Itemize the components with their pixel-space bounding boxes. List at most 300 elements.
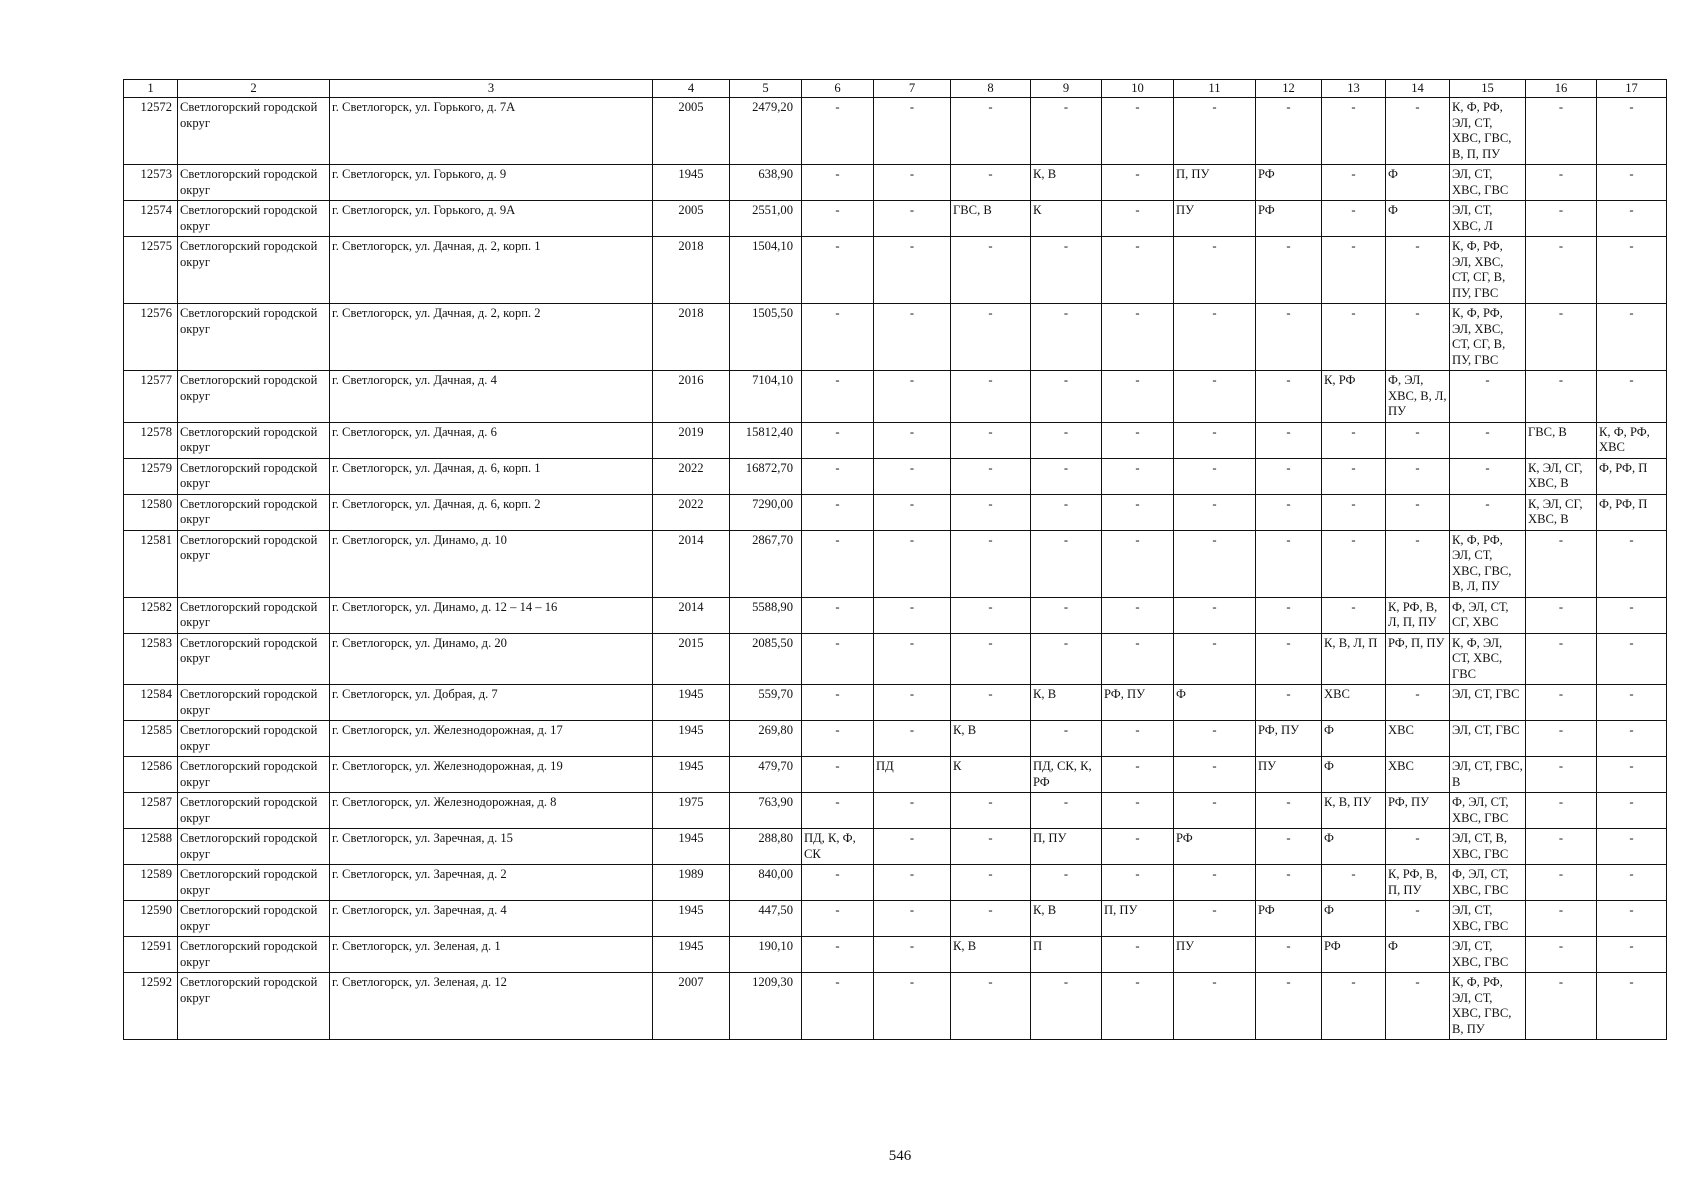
year-cell: 1945 xyxy=(653,937,730,973)
work-types-cell: К, В xyxy=(1031,901,1102,937)
address-cell: г. Светлогорск, ул. Добрая, д. 7 xyxy=(330,685,653,721)
column-number-header xyxy=(124,80,1667,98)
empty-value-cell: - xyxy=(1174,633,1256,685)
empty-value-cell: - xyxy=(1450,458,1526,494)
row-number-cell: 12585 xyxy=(124,721,178,757)
empty-value-cell: - xyxy=(1597,757,1667,793)
work-types-cell: К xyxy=(1031,201,1102,237)
empty-value-cell: - xyxy=(1102,633,1174,685)
header-cell-6: 6 xyxy=(802,80,874,98)
empty-value-cell: - xyxy=(1597,685,1667,721)
table-row xyxy=(124,530,1667,597)
header-cell-10: 10 xyxy=(1102,80,1174,98)
empty-value-cell: - xyxy=(874,422,951,458)
empty-value-cell: - xyxy=(1174,530,1256,597)
empty-value-cell: - xyxy=(874,597,951,633)
empty-value-cell: - xyxy=(1174,422,1256,458)
row-number-cell: 12583 xyxy=(124,633,178,685)
work-types-cell: П, ПУ xyxy=(1102,901,1174,937)
year-cell: 2016 xyxy=(653,371,730,423)
work-types-cell: Ф xyxy=(1386,937,1450,973)
work-types-cell: К, РФ, В, Л, П, ПУ xyxy=(1386,597,1450,633)
address-cell: г. Светлогорск, ул. Дачная, д. 2, корп. 2 xyxy=(330,304,653,371)
empty-value-cell: - xyxy=(802,458,874,494)
work-types-cell: Ф, ЭЛ, СТ, СГ, ХВС xyxy=(1450,597,1526,633)
empty-value-cell: - xyxy=(874,98,951,165)
empty-value-cell: - xyxy=(1174,721,1256,757)
empty-value-cell: - xyxy=(1597,721,1667,757)
empty-value-cell: - xyxy=(1031,494,1102,530)
year-cell: 2014 xyxy=(653,530,730,597)
table-row xyxy=(124,865,1667,901)
header-cell-17: 17 xyxy=(1597,80,1667,98)
empty-value-cell: - xyxy=(1526,865,1597,901)
work-types-cell: РФ xyxy=(1256,201,1322,237)
empty-value-cell: - xyxy=(802,304,874,371)
empty-value-cell: - xyxy=(1102,721,1174,757)
row-number-cell: 12581 xyxy=(124,530,178,597)
area-cell: 840,00 xyxy=(730,865,802,901)
empty-value-cell: - xyxy=(874,165,951,201)
empty-value-cell: - xyxy=(1256,865,1322,901)
table-row xyxy=(124,494,1667,530)
table-row xyxy=(124,304,1667,371)
municipality-cell: Светлогорский городской округ xyxy=(178,793,330,829)
empty-value-cell: - xyxy=(1174,237,1256,304)
work-types-cell: РФ, ПУ xyxy=(1256,721,1322,757)
address-cell: г. Светлогорск, ул. Железнодорожная, д. 8 xyxy=(330,793,653,829)
empty-value-cell: - xyxy=(802,757,874,793)
empty-value-cell: - xyxy=(951,597,1031,633)
empty-value-cell: - xyxy=(1174,901,1256,937)
empty-value-cell: - xyxy=(1526,530,1597,597)
work-types-cell: К, ЭЛ, СГ, ХВС, В xyxy=(1526,458,1597,494)
row-number-cell: 12579 xyxy=(124,458,178,494)
work-types-cell: К xyxy=(951,757,1031,793)
work-types-cell: РФ xyxy=(1322,937,1386,973)
work-types-cell: Ф, ЭЛ, ХВС, В, Л, ПУ xyxy=(1386,371,1450,423)
empty-value-cell: - xyxy=(874,633,951,685)
empty-value-cell: - xyxy=(1450,371,1526,423)
row-number-cell: 12587 xyxy=(124,793,178,829)
area-cell: 15812,40 xyxy=(730,422,802,458)
empty-value-cell: - xyxy=(1450,494,1526,530)
empty-value-cell: - xyxy=(1526,597,1597,633)
address-cell: г. Светлогорск, ул. Зеленая, д. 1 xyxy=(330,937,653,973)
work-types-cell: РФ xyxy=(1256,901,1322,937)
work-types-cell: К, РФ xyxy=(1322,371,1386,423)
empty-value-cell: - xyxy=(1597,865,1667,901)
empty-value-cell: - xyxy=(874,973,951,1040)
empty-value-cell: - xyxy=(1597,901,1667,937)
empty-value-cell: - xyxy=(1256,685,1322,721)
address-cell: г. Светлогорск, ул. Динамо, д. 12 – 14 – 16 xyxy=(330,597,653,633)
empty-value-cell: - xyxy=(1256,973,1322,1040)
empty-value-cell: - xyxy=(1256,937,1322,973)
work-types-cell: К, Ф, РФ, ЭЛ, СТ, ХВС, ГВС, В, ПУ xyxy=(1450,973,1526,1040)
empty-value-cell: - xyxy=(1597,633,1667,685)
table-row xyxy=(124,685,1667,721)
empty-value-cell: - xyxy=(951,633,1031,685)
address-cell: г. Светлогорск, ул. Дачная, д. 6 xyxy=(330,422,653,458)
empty-value-cell: - xyxy=(1526,165,1597,201)
year-cell: 1945 xyxy=(653,829,730,865)
row-number-cell: 12577 xyxy=(124,371,178,423)
empty-value-cell: - xyxy=(1526,237,1597,304)
work-types-cell: ЭЛ, СТ, ХВС, ГВС xyxy=(1450,901,1526,937)
empty-value-cell: - xyxy=(802,371,874,423)
empty-value-cell: - xyxy=(1526,371,1597,423)
municipality-cell: Светлогорский городской округ xyxy=(178,371,330,423)
empty-value-cell: - xyxy=(1386,901,1450,937)
row-number-cell: 12572 xyxy=(124,98,178,165)
empty-value-cell: - xyxy=(1597,793,1667,829)
area-cell: 447,50 xyxy=(730,901,802,937)
empty-value-cell: - xyxy=(802,901,874,937)
empty-value-cell: - xyxy=(951,685,1031,721)
empty-value-cell: - xyxy=(802,201,874,237)
area-cell: 2479,20 xyxy=(730,98,802,165)
empty-value-cell: - xyxy=(1322,530,1386,597)
row-number-cell: 12580 xyxy=(124,494,178,530)
empty-value-cell: - xyxy=(1322,201,1386,237)
row-number-cell: 12582 xyxy=(124,597,178,633)
empty-value-cell: - xyxy=(1526,901,1597,937)
table-row xyxy=(124,901,1667,937)
header-cell-16: 16 xyxy=(1526,80,1597,98)
work-types-cell: К, В, ПУ xyxy=(1322,793,1386,829)
table-body xyxy=(124,98,1667,1040)
empty-value-cell: - xyxy=(1174,494,1256,530)
municipality-cell: Светлогорский городской округ xyxy=(178,973,330,1040)
empty-value-cell: - xyxy=(1322,597,1386,633)
municipality-cell: Светлогорский городской округ xyxy=(178,530,330,597)
empty-value-cell: - xyxy=(1597,597,1667,633)
municipality-cell: Светлогорский городской округ xyxy=(178,458,330,494)
year-cell: 1945 xyxy=(653,685,730,721)
header-cell-4: 4 xyxy=(653,80,730,98)
empty-value-cell: - xyxy=(1256,422,1322,458)
empty-value-cell: - xyxy=(802,865,874,901)
empty-value-cell: - xyxy=(802,973,874,1040)
table-row xyxy=(124,973,1667,1040)
empty-value-cell: - xyxy=(951,494,1031,530)
empty-value-cell: - xyxy=(1386,685,1450,721)
header-cell-9: 9 xyxy=(1031,80,1102,98)
empty-value-cell: - xyxy=(1597,165,1667,201)
empty-value-cell: - xyxy=(874,201,951,237)
empty-value-cell: - xyxy=(1256,829,1322,865)
address-cell: г. Светлогорск, ул. Горького, д. 9А xyxy=(330,201,653,237)
empty-value-cell: - xyxy=(1256,530,1322,597)
empty-value-cell: - xyxy=(1102,937,1174,973)
empty-value-cell: - xyxy=(1102,757,1174,793)
empty-value-cell: - xyxy=(1597,237,1667,304)
work-types-cell: Ф, РФ, П xyxy=(1597,494,1667,530)
work-types-cell: К, Ф, РФ, ЭЛ, СТ, ХВС, ГВС, В, П, ПУ xyxy=(1450,98,1526,165)
empty-value-cell: - xyxy=(802,721,874,757)
empty-value-cell: - xyxy=(951,973,1031,1040)
empty-value-cell: - xyxy=(1174,458,1256,494)
address-cell: г. Светлогорск, ул. Железнодорожная, д. 19 xyxy=(330,757,653,793)
address-cell: г. Светлогорск, ул. Дачная, д. 6, корп. 2 xyxy=(330,494,653,530)
work-types-cell: К, В xyxy=(1031,165,1102,201)
empty-value-cell: - xyxy=(802,237,874,304)
empty-value-cell: - xyxy=(1597,98,1667,165)
municipality-cell: Светлогорский городской округ xyxy=(178,304,330,371)
empty-value-cell: - xyxy=(874,237,951,304)
empty-value-cell: - xyxy=(1322,458,1386,494)
empty-value-cell: - xyxy=(1386,237,1450,304)
empty-value-cell: - xyxy=(951,829,1031,865)
work-types-cell: ЭЛ, СТ, В, ХВС, ГВС xyxy=(1450,829,1526,865)
row-number-cell: 12575 xyxy=(124,237,178,304)
work-types-cell: РФ, П, ПУ xyxy=(1386,633,1450,685)
empty-value-cell: - xyxy=(874,937,951,973)
work-types-cell: К, В, Л, П xyxy=(1322,633,1386,685)
work-types-cell: ГВС, В xyxy=(951,201,1031,237)
work-types-cell: РФ, ПУ xyxy=(1102,685,1174,721)
empty-value-cell: - xyxy=(951,530,1031,597)
empty-value-cell: - xyxy=(802,633,874,685)
empty-value-cell: - xyxy=(802,937,874,973)
header-cell-15: 15 xyxy=(1450,80,1526,98)
header-cell-13: 13 xyxy=(1322,80,1386,98)
work-types-cell: К, ЭЛ, СГ, ХВС, В xyxy=(1526,494,1597,530)
work-types-cell: ГВС, В xyxy=(1526,422,1597,458)
work-types-cell: П xyxy=(1031,937,1102,973)
empty-value-cell: - xyxy=(802,422,874,458)
empty-value-cell: - xyxy=(1031,973,1102,1040)
empty-value-cell: - xyxy=(802,685,874,721)
empty-value-cell: - xyxy=(1322,494,1386,530)
empty-value-cell: - xyxy=(1386,98,1450,165)
empty-value-cell: - xyxy=(1526,793,1597,829)
area-cell: 2551,00 xyxy=(730,201,802,237)
year-cell: 2005 xyxy=(653,98,730,165)
empty-value-cell: - xyxy=(1526,98,1597,165)
work-types-cell: Ф xyxy=(1386,201,1450,237)
table-row xyxy=(124,458,1667,494)
area-cell: 190,10 xyxy=(730,937,802,973)
area-cell: 2867,70 xyxy=(730,530,802,597)
municipality-cell: Светлогорский городской округ xyxy=(178,633,330,685)
year-cell: 1945 xyxy=(653,757,730,793)
address-cell: г. Светлогорск, ул. Заречная, д. 4 xyxy=(330,901,653,937)
address-cell: г. Светлогорск, ул. Динамо, д. 20 xyxy=(330,633,653,685)
address-cell: г. Светлогорск, ул. Дачная, д. 6, корп. 1 xyxy=(330,458,653,494)
empty-value-cell: - xyxy=(874,458,951,494)
work-types-cell: ХВС xyxy=(1386,721,1450,757)
empty-value-cell: - xyxy=(1174,371,1256,423)
empty-value-cell: - xyxy=(1174,973,1256,1040)
empty-value-cell: - xyxy=(1256,458,1322,494)
empty-value-cell: - xyxy=(1256,494,1322,530)
address-cell: г. Светлогорск, ул. Заречная, д. 15 xyxy=(330,829,653,865)
municipality-cell: Светлогорский городской округ xyxy=(178,757,330,793)
empty-value-cell: - xyxy=(802,793,874,829)
empty-value-cell: - xyxy=(802,494,874,530)
empty-value-cell: - xyxy=(1526,757,1597,793)
empty-value-cell: - xyxy=(1597,530,1667,597)
empty-value-cell: - xyxy=(1102,98,1174,165)
empty-value-cell: - xyxy=(1102,530,1174,597)
table-row xyxy=(124,597,1667,633)
row-number-cell: 12574 xyxy=(124,201,178,237)
work-types-cell: Ф xyxy=(1322,757,1386,793)
table-row xyxy=(124,371,1667,423)
empty-value-cell: - xyxy=(874,530,951,597)
year-cell: 1945 xyxy=(653,721,730,757)
empty-value-cell: - xyxy=(1597,937,1667,973)
table-row xyxy=(124,757,1667,793)
area-cell: 1209,30 xyxy=(730,973,802,1040)
work-types-cell: Ф xyxy=(1386,165,1450,201)
area-cell: 5588,90 xyxy=(730,597,802,633)
empty-value-cell: - xyxy=(1031,633,1102,685)
empty-value-cell: - xyxy=(1102,304,1174,371)
empty-value-cell: - xyxy=(1174,757,1256,793)
empty-value-cell: - xyxy=(1450,422,1526,458)
header-cell-12: 12 xyxy=(1256,80,1322,98)
empty-value-cell: - xyxy=(951,901,1031,937)
empty-value-cell: - xyxy=(1526,304,1597,371)
empty-value-cell: - xyxy=(1174,865,1256,901)
row-number-cell: 12578 xyxy=(124,422,178,458)
empty-value-cell: - xyxy=(1526,201,1597,237)
municipality-cell: Светлогорский городской округ xyxy=(178,865,330,901)
municipality-cell: Светлогорский городской округ xyxy=(178,165,330,201)
work-types-cell: РФ xyxy=(1174,829,1256,865)
work-types-cell: ПД, СК, К, РФ xyxy=(1031,757,1102,793)
area-cell: 288,80 xyxy=(730,829,802,865)
address-cell: г. Светлогорск, ул. Зеленая, д. 12 xyxy=(330,973,653,1040)
municipality-cell: Светлогорский городской округ xyxy=(178,901,330,937)
work-types-cell: Ф xyxy=(1322,721,1386,757)
year-cell: 1945 xyxy=(653,165,730,201)
empty-value-cell: - xyxy=(1256,304,1322,371)
area-cell: 7290,00 xyxy=(730,494,802,530)
municipality-cell: Светлогорский городской округ xyxy=(178,237,330,304)
empty-value-cell: - xyxy=(1031,98,1102,165)
row-number-cell: 12589 xyxy=(124,865,178,901)
work-types-cell: ЭЛ, СТ, ХВС, Л xyxy=(1450,201,1526,237)
work-types-cell: ЭЛ, СТ, ГВС xyxy=(1450,685,1526,721)
empty-value-cell: - xyxy=(1102,458,1174,494)
empty-value-cell: - xyxy=(951,793,1031,829)
work-types-cell: К, Ф, РФ, ЭЛ, СТ, ХВС, ГВС, В, Л, ПУ xyxy=(1450,530,1526,597)
row-number-cell: 12592 xyxy=(124,973,178,1040)
area-cell: 269,80 xyxy=(730,721,802,757)
work-types-cell: ПУ xyxy=(1174,937,1256,973)
empty-value-cell: - xyxy=(1102,973,1174,1040)
empty-value-cell: - xyxy=(1322,865,1386,901)
empty-value-cell: - xyxy=(1031,530,1102,597)
empty-value-cell: - xyxy=(1174,597,1256,633)
work-types-cell: Ф xyxy=(1322,829,1386,865)
empty-value-cell: - xyxy=(1526,973,1597,1040)
work-types-cell: ЭЛ, СТ, ГВС, В xyxy=(1450,757,1526,793)
year-cell: 2022 xyxy=(653,458,730,494)
empty-value-cell: - xyxy=(1597,829,1667,865)
empty-value-cell: - xyxy=(1256,597,1322,633)
area-cell: 1505,50 xyxy=(730,304,802,371)
area-cell: 638,90 xyxy=(730,165,802,201)
table-row xyxy=(124,422,1667,458)
housing-register-table xyxy=(123,79,1667,1040)
header-cell-7: 7 xyxy=(874,80,951,98)
empty-value-cell: - xyxy=(1386,494,1450,530)
address-cell: г. Светлогорск, ул. Заречная, д. 2 xyxy=(330,865,653,901)
empty-value-cell: - xyxy=(1256,98,1322,165)
empty-value-cell: - xyxy=(1102,793,1174,829)
empty-value-cell: - xyxy=(1597,201,1667,237)
table-row xyxy=(124,98,1667,165)
row-number-cell: 12590 xyxy=(124,901,178,937)
work-types-cell: К, РФ, В, П, ПУ xyxy=(1386,865,1450,901)
area-cell: 763,90 xyxy=(730,793,802,829)
address-cell: г. Светлогорск, ул. Железнодорожная, д. 17 xyxy=(330,721,653,757)
empty-value-cell: - xyxy=(1102,422,1174,458)
area-cell: 559,70 xyxy=(730,685,802,721)
empty-value-cell: - xyxy=(951,865,1031,901)
empty-value-cell: - xyxy=(1102,165,1174,201)
empty-value-cell: - xyxy=(1256,371,1322,423)
work-types-cell: ПУ xyxy=(1256,757,1322,793)
empty-value-cell: - xyxy=(1526,633,1597,685)
empty-value-cell: - xyxy=(1031,865,1102,901)
empty-value-cell: - xyxy=(1322,237,1386,304)
empty-value-cell: - xyxy=(1597,973,1667,1040)
empty-value-cell: - xyxy=(874,494,951,530)
empty-value-cell: - xyxy=(1031,458,1102,494)
area-cell: 16872,70 xyxy=(730,458,802,494)
row-number-cell: 12584 xyxy=(124,685,178,721)
work-types-cell: К, В xyxy=(1031,685,1102,721)
empty-value-cell: - xyxy=(1031,721,1102,757)
header-cell-8: 8 xyxy=(951,80,1031,98)
table-row xyxy=(124,829,1667,865)
table-row xyxy=(124,633,1667,685)
work-types-cell: ЭЛ, СТ, ХВС, ГВС xyxy=(1450,165,1526,201)
empty-value-cell: - xyxy=(1322,98,1386,165)
empty-value-cell: - xyxy=(1597,371,1667,423)
empty-value-cell: - xyxy=(1174,304,1256,371)
table-row xyxy=(124,237,1667,304)
empty-value-cell: - xyxy=(874,829,951,865)
row-number-cell: 12576 xyxy=(124,304,178,371)
empty-value-cell: - xyxy=(1386,458,1450,494)
year-cell: 1945 xyxy=(653,901,730,937)
year-cell: 2018 xyxy=(653,237,730,304)
empty-value-cell: - xyxy=(1256,633,1322,685)
municipality-cell: Светлогорский городской округ xyxy=(178,597,330,633)
municipality-cell: Светлогорский городской округ xyxy=(178,422,330,458)
empty-value-cell: - xyxy=(1102,865,1174,901)
year-cell: 2015 xyxy=(653,633,730,685)
work-types-cell: Ф, ЭЛ, СТ, ХВС, ГВС xyxy=(1450,793,1526,829)
table-row xyxy=(124,201,1667,237)
table-row xyxy=(124,793,1667,829)
area-cell: 479,70 xyxy=(730,757,802,793)
area-cell: 2085,50 xyxy=(730,633,802,685)
work-types-cell: К, Ф, ЭЛ, СТ, ХВС, ГВС xyxy=(1450,633,1526,685)
work-types-cell: Ф, ЭЛ, СТ, ХВС, ГВС xyxy=(1450,865,1526,901)
empty-value-cell: - xyxy=(951,371,1031,423)
municipality-cell: Светлогорский городской округ xyxy=(178,829,330,865)
row-number-cell: 12586 xyxy=(124,757,178,793)
empty-value-cell: - xyxy=(1322,973,1386,1040)
